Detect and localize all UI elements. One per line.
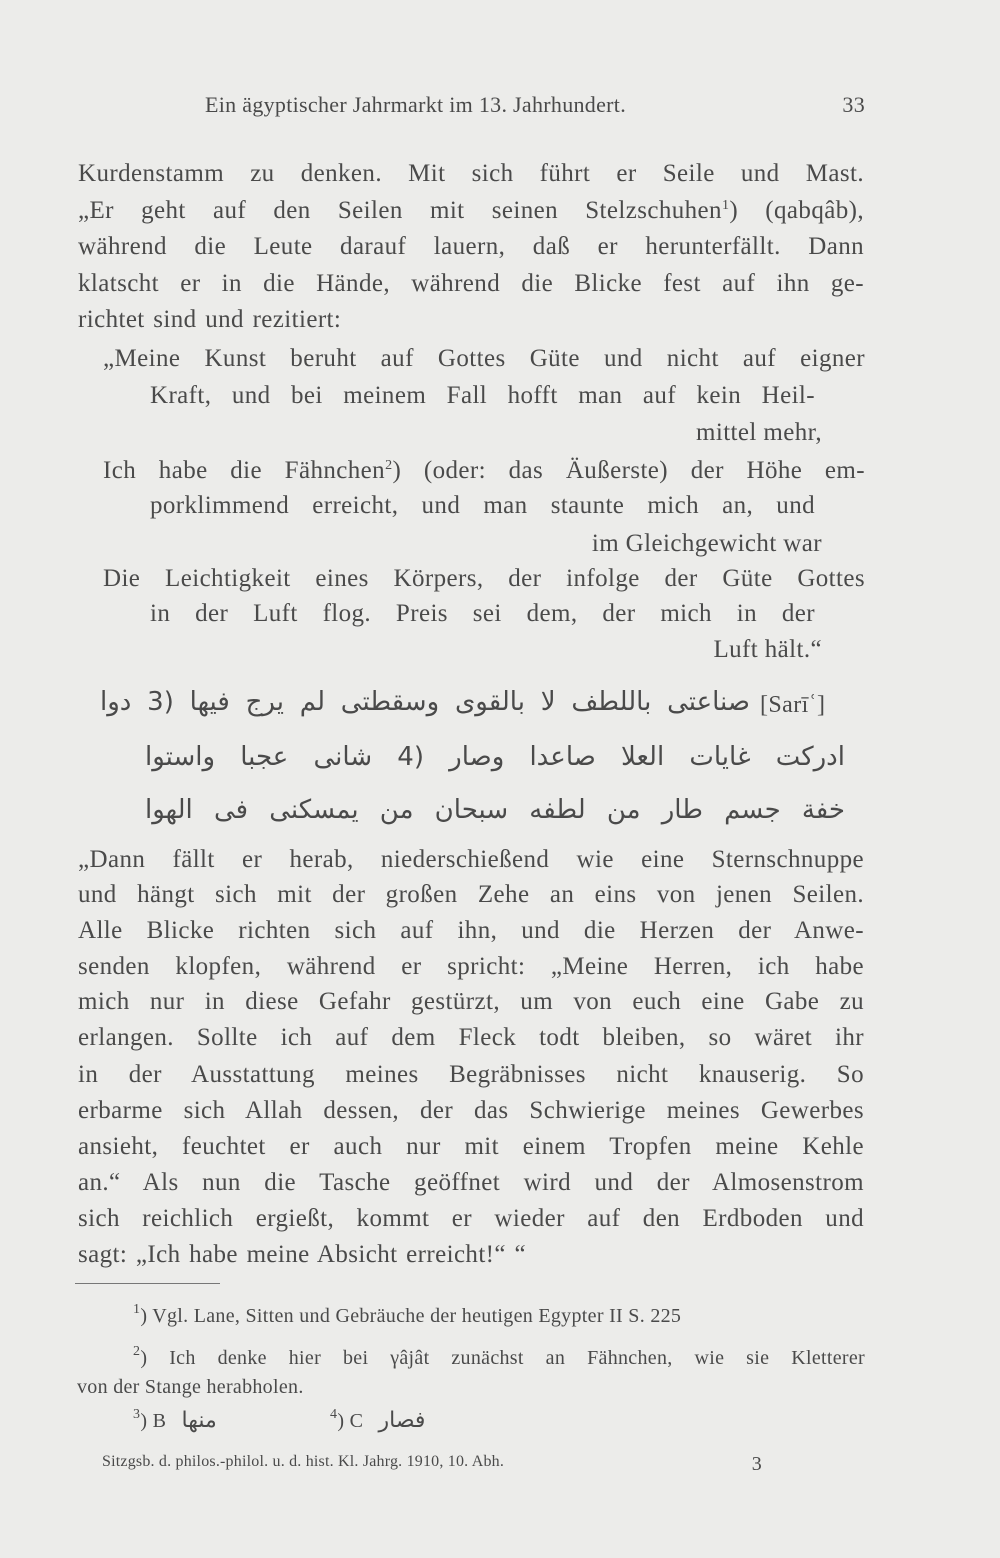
body-line <box>78 194 864 228</box>
footnote-ref: 1 <box>721 198 730 213</box>
body-line: an.“ Als nun die Tasche geöffnet wird und der Almosenstrom <box>78 1169 864 1196</box>
footnote-mark: 3 <box>133 1407 141 1422</box>
body-line: in der Ausstattung meines Begräbnisses nicht knauserig. So <box>78 1061 864 1088</box>
arabic-verse: خفة جسم طار من لطفه سبحان من يمسكنى فى الهوا <box>145 795 845 825</box>
body-line: und hängt sich mit der großen Zehe an eins von jenen Seilen. <box>78 881 864 908</box>
footnote <box>133 1345 865 1371</box>
footer-citation: Sitzgsb. d. philos.-philol. u. d. hist. Kl. Jahrg. 1910, 10. Abh. <box>102 1453 505 1470</box>
body-line: erlangen. Sollte ich auf dem Fleck todt bleiben, so wäret ihr <box>78 1024 864 1051</box>
body-text: „Er geht auf den Seilen mit seinen Stelzschuhen <box>78 197 722 224</box>
poem-line: in der Luft flog. Preis sei dem, der mich in der <box>150 600 815 627</box>
body-line: sagt: „Ich habe meine Absicht erreicht!“ “ <box>78 1241 527 1268</box>
body-line: ansieht, feuchtet er auch nur mit einem Tropfen meine Kehle <box>78 1133 864 1160</box>
footnote-continuation: von der Stange herabholen. <box>77 1376 304 1398</box>
poem-line: Die Leichtigkeit eines Körpers, der infolge der Güte Gottes <box>103 565 865 592</box>
footnote-text: ) B <box>140 1410 167 1432</box>
meter-label: [Sarīʿ] <box>760 692 826 718</box>
footnote-ref: 2 <box>385 458 393 473</box>
poem-line <box>103 454 865 488</box>
poem-line: mittel mehr, <box>696 419 822 446</box>
footnote <box>133 1303 681 1329</box>
footnote <box>133 1408 217 1434</box>
body-line: „Dann fällt er herab, niederschießend wie eine Sternschnuppe <box>78 846 864 873</box>
footnote-arabic: فصار <box>378 1408 426 1433</box>
body-line: sich reichlich ergießt, kommt er wieder auf den Erdboden und <box>78 1205 864 1232</box>
poem-text: Ich habe die Fähnchen <box>103 457 386 484</box>
poem-line: „Meine Kunst beruht auf Gottes Güte und nicht auf eigner <box>103 345 865 372</box>
body-line: Kurdenstamm zu denken. Mit sich führt er Seile und Mast. <box>78 160 864 187</box>
body-line: während die Leute darauf lauern, daß er herunterfällt. Dann <box>78 233 864 260</box>
footnote-text: ) Ich denke hier bei γâjât zunächst an Fähnchen, wie sie Kletterer <box>140 1347 865 1369</box>
arabic-verse: ادركت غايات العلا صاعدا وصار (4 شانى عجبا واستوا <box>145 742 845 772</box>
footnote-mark: 1 <box>133 1302 141 1317</box>
arabic-verse: صناعتى باللطف لا بالقوى وسقطتى لم يرج فيها (3 دوا <box>100 687 750 717</box>
footnote-mark: 4 <box>330 1407 338 1422</box>
running-title: Ein ägyptischer Jahrmarkt im 13. Jahrhundert. <box>205 92 627 117</box>
page-number: 33 <box>842 92 865 117</box>
body-text: ) (qabqâb), <box>729 197 864 224</box>
body-line: erbarme sich Allah dessen, der das Schwierige meines Gewerbes <box>78 1097 864 1124</box>
signature-mark: 3 <box>751 1453 762 1475</box>
body-line: mich nur in diese Gefahr gestürzt, um von euch eine Gabe zu <box>78 988 864 1015</box>
footnote-arabic: منها <box>181 1408 217 1433</box>
footnote-text: ) C <box>337 1410 364 1432</box>
body-line: Alle Blicke richten sich auf ihn, und die Herzen der Anwe- <box>78 917 864 944</box>
poem-line: im Gleichgewicht war <box>591 530 822 557</box>
running-head <box>205 92 865 118</box>
footnote-mark: 2 <box>133 1344 141 1359</box>
poem-text: ) (oder: das Äußerste) der Höhe em- <box>392 457 865 484</box>
poem-line: Kraft, und bei meinem Fall hofft man auf kein Heil- <box>150 382 815 409</box>
footnote-rule <box>75 1283 220 1284</box>
page-footer <box>102 1453 762 1475</box>
body-line: klatscht er in die Hände, während die Blicke fest auf ihn ge- <box>78 270 864 297</box>
body-line: senden klopfen, während er spricht: „Meine Herren, ich habe <box>78 953 864 980</box>
poem-line: Luft hält.“ <box>713 636 822 663</box>
footnote-text: ) Vgl. Lane, Sitten und Gebräuche der heutigen Egypter II S. 225 <box>140 1305 682 1327</box>
body-line: richtet sind und rezitiert: <box>78 306 342 333</box>
footnote <box>330 1408 425 1434</box>
poem-line: porklimmend erreicht, und man staunte mich an, und <box>150 492 815 519</box>
